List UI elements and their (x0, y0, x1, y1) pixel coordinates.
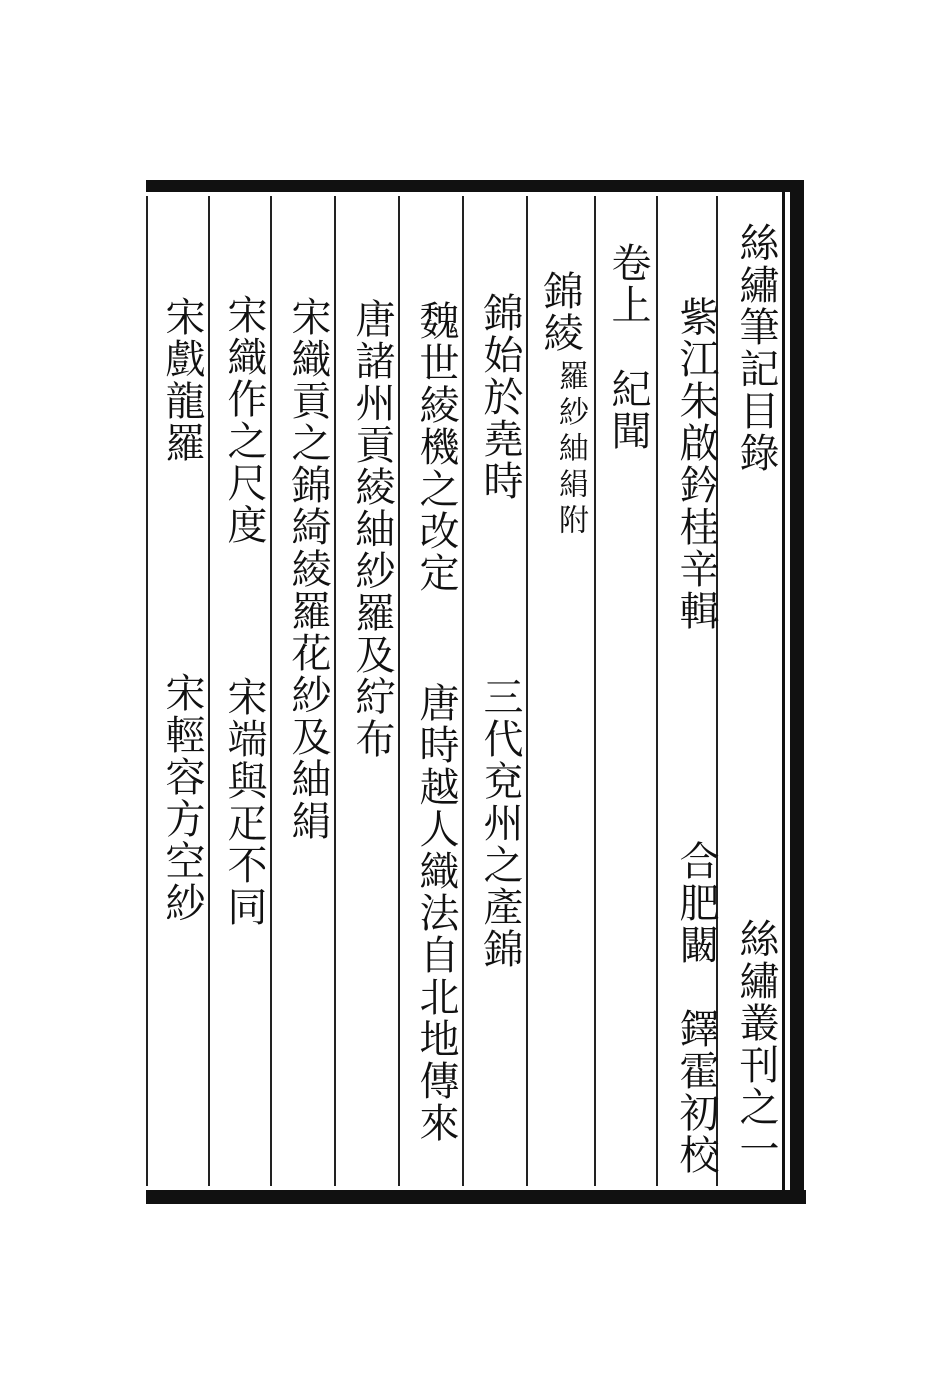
toc-entry: 錦始於堯時 (477, 292, 523, 502)
column-rule (462, 196, 464, 1186)
column-rule (334, 196, 336, 1186)
toc-entry: 唐時越人織法自北地傳來 (413, 682, 459, 1144)
volume-heading: 卷上 紀聞 (605, 242, 651, 452)
toc-entry: 宋織作之尺度 (221, 294, 267, 546)
column-rule (594, 196, 596, 1186)
toc-entry: 魏世綾機之改定 (413, 300, 459, 594)
frame-top-border (146, 180, 796, 192)
toc-entry: 三代兗州之產錦 (477, 676, 523, 970)
compiler-credit: 紫江朱啟鈐桂辛輯 (673, 296, 719, 632)
toc-entry: 唐諸州貢綾紬紗羅及紵布 (349, 298, 395, 760)
section-heading: 錦綾 (537, 270, 583, 354)
toc-entry: 宋輕容方空紗 (159, 672, 205, 924)
series-title: 絲繡叢刊之一 (733, 918, 779, 1170)
column-rule (656, 196, 658, 1186)
proofreader-credit: 合肥闞 鐸霍初校 (673, 840, 719, 1176)
column-rule (146, 196, 148, 1186)
section-note: 羅紗紬絹附 (553, 360, 588, 540)
book-title: 絲繡筆記目錄 (733, 222, 779, 474)
frame-right-border (790, 180, 804, 1204)
toc-entry: 宋織貢之錦綺綾羅花紗及紬絹 (285, 296, 331, 842)
toc-entry: 宋端與疋不同 (221, 676, 267, 928)
column-rule (208, 196, 210, 1186)
frame-right-inner-border (782, 192, 785, 1190)
column-rule (398, 196, 400, 1186)
toc-entry: 宋戲龍羅 (159, 296, 205, 464)
column-rule (270, 196, 272, 1186)
column-rule (526, 196, 528, 1186)
frame-bottom-border (146, 1190, 806, 1204)
